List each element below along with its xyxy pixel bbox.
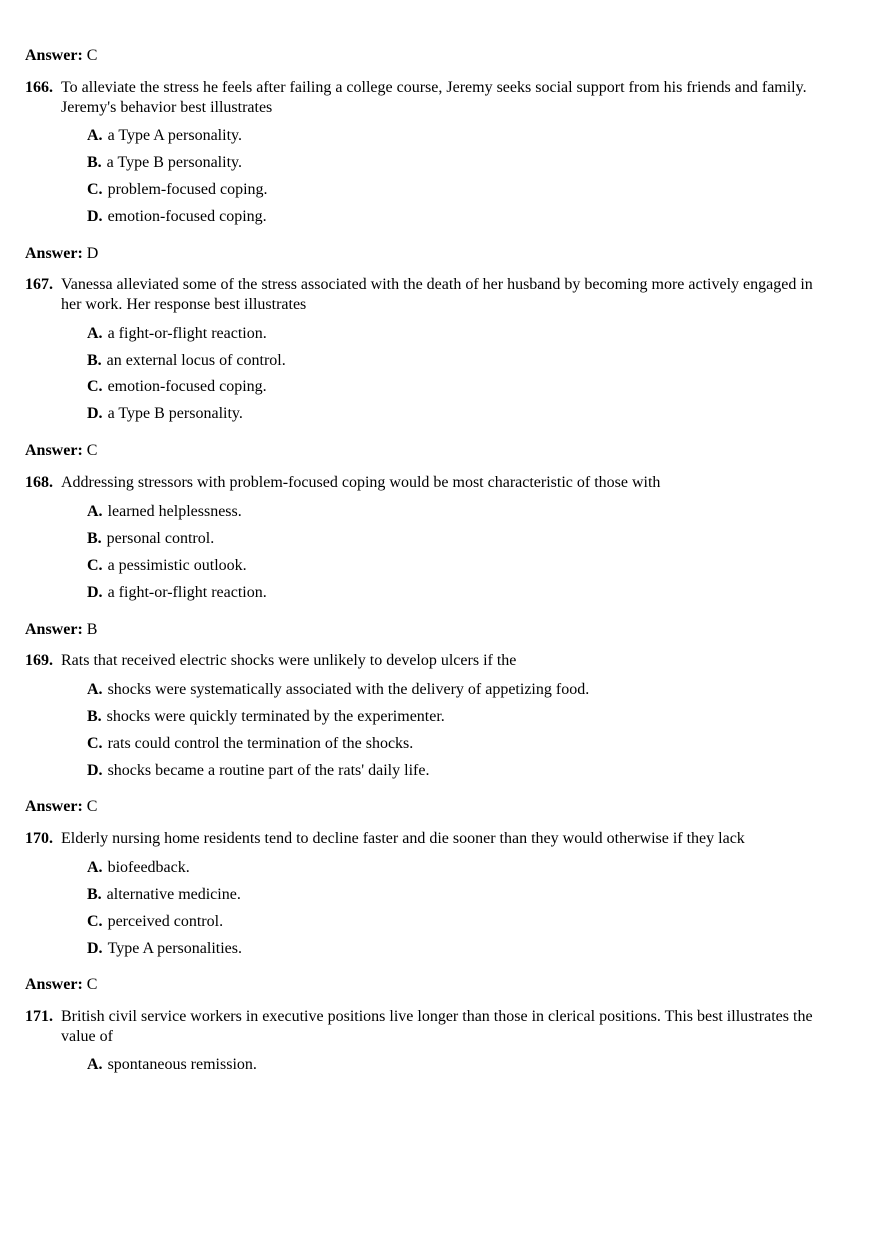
option-letter: A. [87, 127, 103, 144]
option-letter: D. [87, 405, 103, 422]
option-c [87, 912, 223, 932]
option-text: shocks became a routine part of the rats' daily life. [107, 762, 430, 779]
option-letter: D. [87, 208, 103, 225]
option-letter: A. [87, 859, 103, 876]
option-letter: D. [87, 762, 103, 779]
option-b [87, 351, 286, 371]
option-letter: A. [87, 1056, 103, 1073]
answer-label: Answer: [25, 47, 83, 64]
option-a [87, 1055, 257, 1075]
question-169 [25, 651, 835, 671]
option-d [87, 583, 267, 603]
question-number: 169. [25, 652, 53, 669]
option-letter: A. [87, 325, 103, 342]
answer-value: C [86, 47, 98, 64]
option-letter: C. [87, 181, 103, 198]
option-letter: B. [87, 708, 102, 725]
answer-label: Answer: [25, 976, 83, 993]
question-166 [25, 78, 835, 118]
question-number: 168. [25, 474, 53, 491]
option-text: a Type A personality. [107, 127, 242, 144]
option-letter: D. [87, 584, 103, 601]
option-letter: B. [87, 530, 102, 547]
option-text: learned helplessness. [107, 503, 242, 520]
option-text: rats could control the termination of the shocks. [107, 735, 414, 752]
option-text: emotion-focused coping. [107, 378, 267, 395]
option-a [87, 324, 267, 344]
question-text: To alleviate the stress he feels after failing a college course, Jeremy seeks social support from his friends and family. Jeremy's behavior best illustrates [61, 79, 807, 116]
question-number: 170. [25, 830, 53, 847]
option-text: shocks were systematically associated with the delivery of appetizing food. [107, 681, 590, 698]
answer-label: Answer: [25, 798, 83, 815]
option-text: problem-focused coping. [107, 181, 268, 198]
answer-line [25, 620, 97, 640]
answer-label: Answer: [25, 621, 83, 638]
option-letter: A. [87, 681, 103, 698]
option-letter: B. [87, 352, 102, 369]
option-text: shocks were quickly terminated by the experimenter. [106, 708, 445, 725]
answer-label: Answer: [25, 442, 83, 459]
option-d [87, 207, 267, 227]
answer-line [25, 441, 97, 461]
option-c [87, 377, 267, 397]
option-a [87, 680, 589, 700]
question-text: British civil service workers in executive positions live longer than those in clerical positions. This best illustrates the value of [61, 1008, 813, 1045]
option-a [87, 502, 242, 522]
option-text: emotion-focused coping. [107, 208, 267, 225]
option-letter: D. [87, 940, 103, 957]
option-letter: A. [87, 503, 103, 520]
option-a [87, 858, 190, 878]
option-c [87, 180, 268, 200]
question-167 [25, 275, 835, 315]
question-number: 167. [25, 276, 53, 293]
option-text: perceived control. [107, 913, 224, 930]
option-text: personal control. [106, 530, 215, 547]
question-text: Addressing stressors with problem-focused coping would be most characteristic of those with [61, 474, 661, 491]
question-text: Rats that received electric shocks were unlikely to develop ulcers if the [61, 652, 517, 669]
option-text: alternative medicine. [106, 886, 241, 903]
question-168 [25, 473, 835, 493]
option-b [87, 885, 241, 905]
answer-value: D [86, 245, 99, 262]
question-171 [25, 1007, 835, 1047]
option-d [87, 939, 242, 959]
option-c [87, 734, 413, 754]
question-170 [25, 829, 835, 849]
option-letter: C. [87, 378, 103, 395]
option-letter: C. [87, 913, 103, 930]
question-text: Vanessa alleviated some of the stress associated with the death of her husband by becoming more actively engaged in her work. Her response best illustrates [61, 276, 813, 313]
answer-line [25, 244, 98, 264]
answer-value: C [86, 798, 98, 815]
option-d [87, 761, 429, 781]
answer-line [25, 975, 97, 995]
option-a [87, 126, 242, 146]
option-text: a pessimistic outlook. [107, 557, 247, 574]
option-letter: B. [87, 886, 102, 903]
option-text: a Type B personality. [106, 154, 242, 171]
option-b [87, 707, 445, 727]
option-letter: B. [87, 154, 102, 171]
answer-line [25, 46, 97, 66]
option-text: a fight-or-flight reaction. [107, 325, 267, 342]
question-number: 171. [25, 1008, 53, 1025]
answer-value: B [86, 621, 98, 638]
question-text: Elderly nursing home residents tend to decline faster and die sooner than they would otherwise if they lack [61, 830, 745, 847]
option-b [87, 529, 214, 549]
option-letter: C. [87, 735, 103, 752]
option-d [87, 404, 243, 424]
option-c [87, 556, 247, 576]
option-text: a fight-or-flight reaction. [107, 584, 267, 601]
option-text: an external locus of control. [106, 352, 286, 369]
answer-value: C [86, 976, 98, 993]
question-number: 166. [25, 79, 53, 96]
option-text: biofeedback. [107, 859, 190, 876]
answer-value: C [86, 442, 98, 459]
answer-line [25, 797, 97, 817]
option-text: a Type B personality. [107, 405, 243, 422]
option-letter: C. [87, 557, 103, 574]
option-b [87, 153, 242, 173]
answer-label: Answer: [25, 245, 83, 262]
option-text: Type A personalities. [107, 940, 242, 957]
option-text: spontaneous remission. [107, 1056, 257, 1073]
